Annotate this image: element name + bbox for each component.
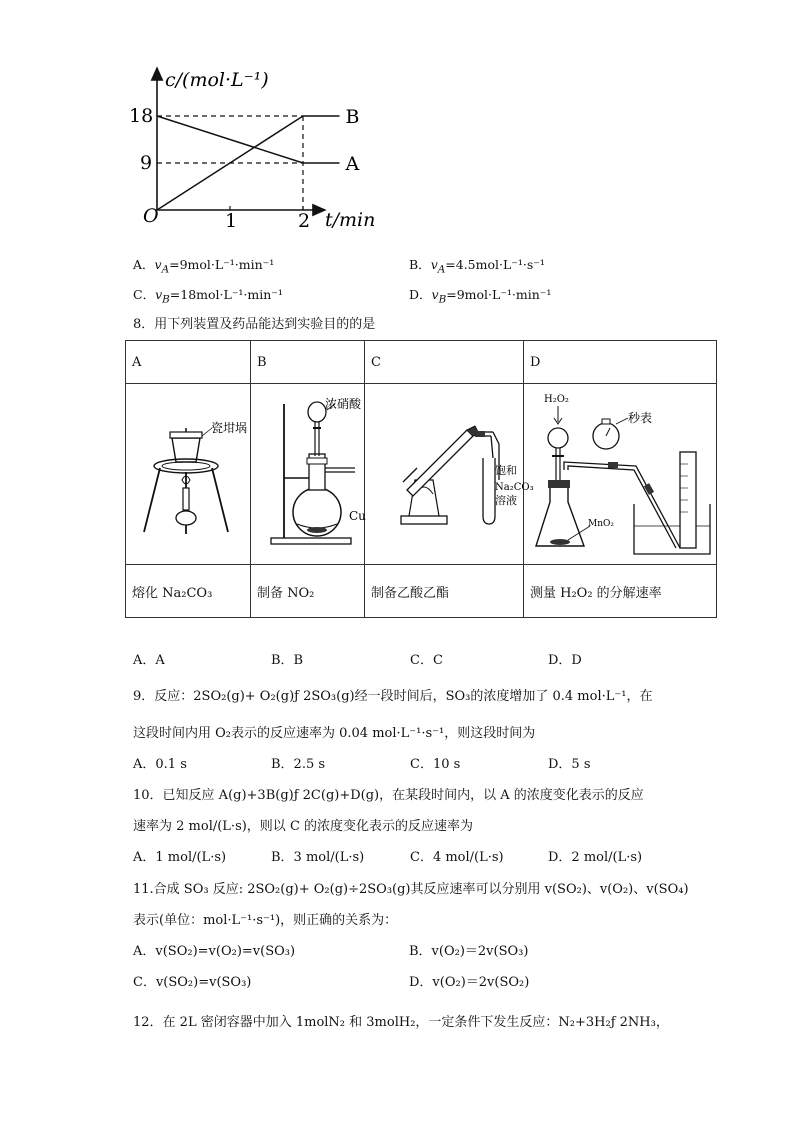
- apparatus-c-cell: [365, 384, 534, 565]
- q10-option-b[interactable]: B．3 mol/(L·s): [271, 850, 365, 865]
- q11-line-1: 11.合成 SO₃ 反应: 2SO₂(g)+ O₂(g)÷2SO₃(g)其反应速率可以分别用 v(SO₂)、v(O₂)、v(SO₄): [133, 882, 689, 897]
- label-solution: 溶液: [495, 494, 517, 507]
- q10-option-a[interactable]: A．1 mol/(L·s): [133, 850, 227, 865]
- q11-option-a[interactable]: A．v(SO₂)=v(O₂)=v(SO₃): [133, 944, 296, 959]
- q10-option-c[interactable]: C．4 mol/(L·s): [410, 850, 504, 865]
- q8-option-a[interactable]: A．A: [133, 653, 165, 668]
- nitric-acid-flask-diagram: [257, 384, 366, 560]
- header-b: B: [251, 341, 365, 384]
- q7-option-b[interactable]: B．$v_A=4.5mol\cdot L^{-1}\cdot s^{-1}$: [409, 257, 545, 276]
- label-cu: Cu: [349, 509, 366, 523]
- q9-line-2: 这段时间内用 O₂表示的反应速率为 0.04 mol·L⁻¹·s⁻¹，则这段时间为: [133, 726, 536, 741]
- x-tick-label-2: 2: [298, 210, 311, 232]
- q9-option-d[interactable]: D．5 s: [548, 757, 591, 772]
- header-a: A: [126, 341, 251, 384]
- x-axis-label: t/min: [325, 209, 376, 231]
- q9-option-a[interactable]: A．0.1 s: [133, 757, 187, 772]
- h2o2-rate-diagram: [530, 384, 710, 560]
- apparatus-d-cell: [524, 384, 717, 565]
- q9-option-c[interactable]: C．10 s: [410, 757, 461, 772]
- header-c: C: [365, 341, 524, 384]
- caption-d: 测量 H₂O₂ 的分解速率: [524, 565, 717, 618]
- crucible-tripod-diagram: [132, 384, 248, 560]
- caption-c: 制备乙酸乙酯: [365, 565, 524, 618]
- label-crucible: 瓷坩埚: [211, 421, 248, 435]
- q8-option-c[interactable]: C．C: [410, 653, 443, 668]
- origin-label: O: [143, 205, 159, 227]
- series-label-a: A: [345, 153, 360, 175]
- concentration-time-chart: [125, 60, 385, 235]
- q9-option-b[interactable]: B．2.5 s: [271, 757, 326, 772]
- series-label-b: B: [345, 106, 360, 128]
- q10-line-1: 10．已知反应 A(g)+3B(g)ƒ 2C(g)+D(g)，在某段时间内，以 A 的浓度变化表示的反应: [133, 788, 644, 803]
- q8-option-b[interactable]: B．B: [271, 653, 304, 668]
- q10-option-d[interactable]: D．2 mol/(L·s): [548, 850, 643, 865]
- q11-option-d[interactable]: D．v(O₂)＝2v(SO₂): [409, 975, 530, 990]
- caption-a: 熔化 Na₂CO₃: [126, 565, 251, 618]
- label-mno2: MnO₂: [588, 519, 614, 529]
- series-line-a: [157, 116, 340, 163]
- q9-line-1: 9．反应：2SO₂(g)+ O₂(g)ƒ 2SO₃(g)经一段时间后，SO₃的浓度增加了 0.4 mol·L⁻¹，在: [133, 689, 653, 704]
- label-saturated: 饱和: [495, 464, 517, 477]
- q10-line-2: 速率为 2 mol/(L·s)，则以 C 的浓度变化表示的反应速率为: [133, 819, 474, 834]
- q7-option-d[interactable]: D．$v_B=9mol\cdot L^{-1}\cdot\min^{-1}$: [409, 287, 552, 306]
- q7-option-c[interactable]: C．$v_B=18mol\cdot L^{-1}\cdot\min^{-1}$: [133, 287, 283, 306]
- label-timer: 秒表: [628, 411, 653, 425]
- ethyl-acetate-diagram: [371, 384, 534, 560]
- label-na2co3: Na₂CO₃: [495, 482, 534, 493]
- header-d: D: [524, 341, 717, 384]
- q11-option-b[interactable]: B．v(O₂)＝2v(SO₃): [409, 944, 529, 959]
- apparatus-a-cell: [126, 384, 251, 565]
- apparatus-b-cell: [251, 384, 365, 565]
- q7-option-a[interactable]: A．$v_A=9mol\cdot L^{-1}\cdot\min^{-1}$: [133, 257, 275, 276]
- y-axis-label: c/(mol·L⁻¹): [165, 69, 269, 91]
- y-tick-label-18: 18: [129, 105, 154, 127]
- caption-b: 制备 NO₂: [251, 565, 365, 618]
- q11-option-c[interactable]: C．v(SO₂)=v(SO₃): [133, 975, 252, 990]
- q12-line-1: 12．在 2L 密闭容器中加入 1molN₂ 和 3molH₂，一定条件下发生反应：N₂+3H₂ƒ 2NH₃，: [133, 1015, 669, 1030]
- q8-stem: 8．用下列装置及药品能达到实验目的的是: [133, 317, 376, 332]
- label-nitric-acid: 浓硝酸: [325, 397, 362, 411]
- label-h2o2: H₂O₂: [544, 394, 569, 405]
- x-tick-label-1: 1: [225, 210, 238, 232]
- y-tick-label-9: 9: [140, 152, 153, 174]
- q11-line-2: 表示(单位：mol·L⁻¹·s⁻¹)，则正确的关系为：: [133, 913, 398, 928]
- q8-option-d[interactable]: D．D: [548, 653, 582, 668]
- apparatus-table: [125, 340, 717, 618]
